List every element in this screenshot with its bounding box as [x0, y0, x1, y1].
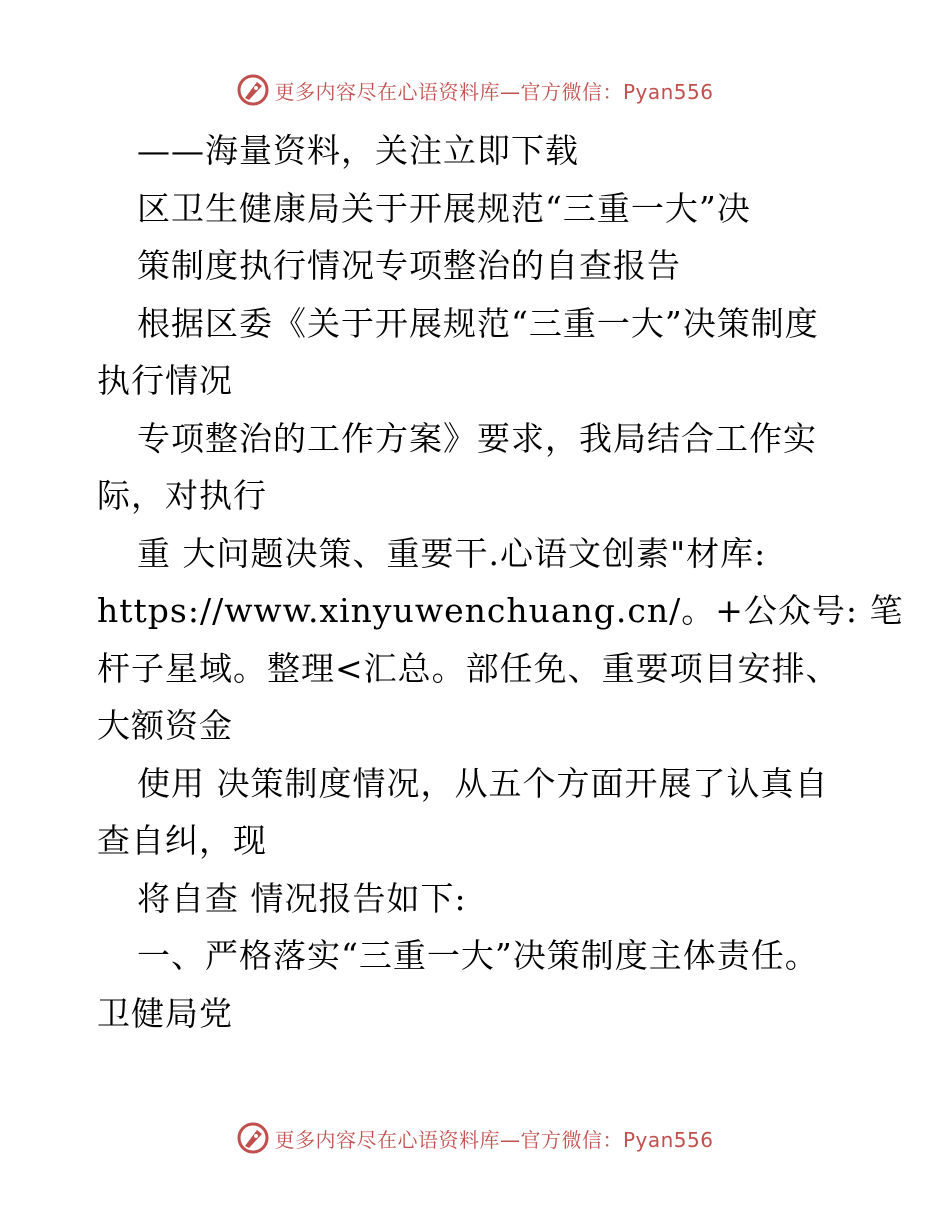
pen-nib-logo-icon [236, 1121, 270, 1155]
header-banner-wechat: 官方微信：Pyan556 [520, 79, 714, 104]
header-banner [0, 70, 950, 110]
header-banner-text [274, 76, 713, 105]
body-line: https://www.xinyuwenchuang.cn/。+公众号: 笔 [97, 591, 904, 630]
body-line: 使用 决策制度情况，从五个方面开展了认真自 [137, 763, 829, 803]
header-banner-sep: — [499, 79, 521, 104]
body-line: 策制度执行情况专项整治的自查报告 [137, 246, 681, 285]
footer-banner [0, 1118, 950, 1158]
body-line: 卫健局党 [97, 993, 233, 1033]
footer-banner-main: 更多内容尽在心语资料库 [274, 1127, 500, 1152]
body-line: 执行情况 [97, 361, 233, 400]
body-line: 重 大问题决策、重要干.心语文创素"材库: [137, 533, 767, 573]
body-line: 大额资金 [97, 706, 233, 745]
footer-banner-wechat: 官方微信：Pyan556 [520, 1127, 714, 1152]
body-line: 际，对执行 [97, 476, 267, 515]
body-line: 查自纠，现 [97, 821, 267, 860]
document-body [97, 122, 904, 1042]
body-line: 专项整治的工作方案》要求，我局结合工作实 [137, 418, 817, 458]
body-line: ——海量资料，关注立即下载 [137, 131, 579, 170]
body-line: 区卫生健康局关于开展规范“三重一大”决 [137, 188, 751, 228]
pen-nib-logo-icon [236, 73, 270, 107]
body-line: 根据区委《关于开展规范“三重一大”决策制度 [137, 303, 819, 343]
body-line: 一、严格落实“三重一大”决策制度主体责任。 [137, 936, 819, 975]
footer-banner-sep: — [499, 1127, 521, 1152]
header-banner-main: 更多内容尽在心语资料库 [274, 79, 500, 104]
body-line: 将自查 情况报告如下: [137, 878, 467, 918]
footer-banner-text [274, 1124, 713, 1153]
body-line: 杆子星域。整理<汇总。部任免、重要项目安排、 [97, 648, 840, 688]
